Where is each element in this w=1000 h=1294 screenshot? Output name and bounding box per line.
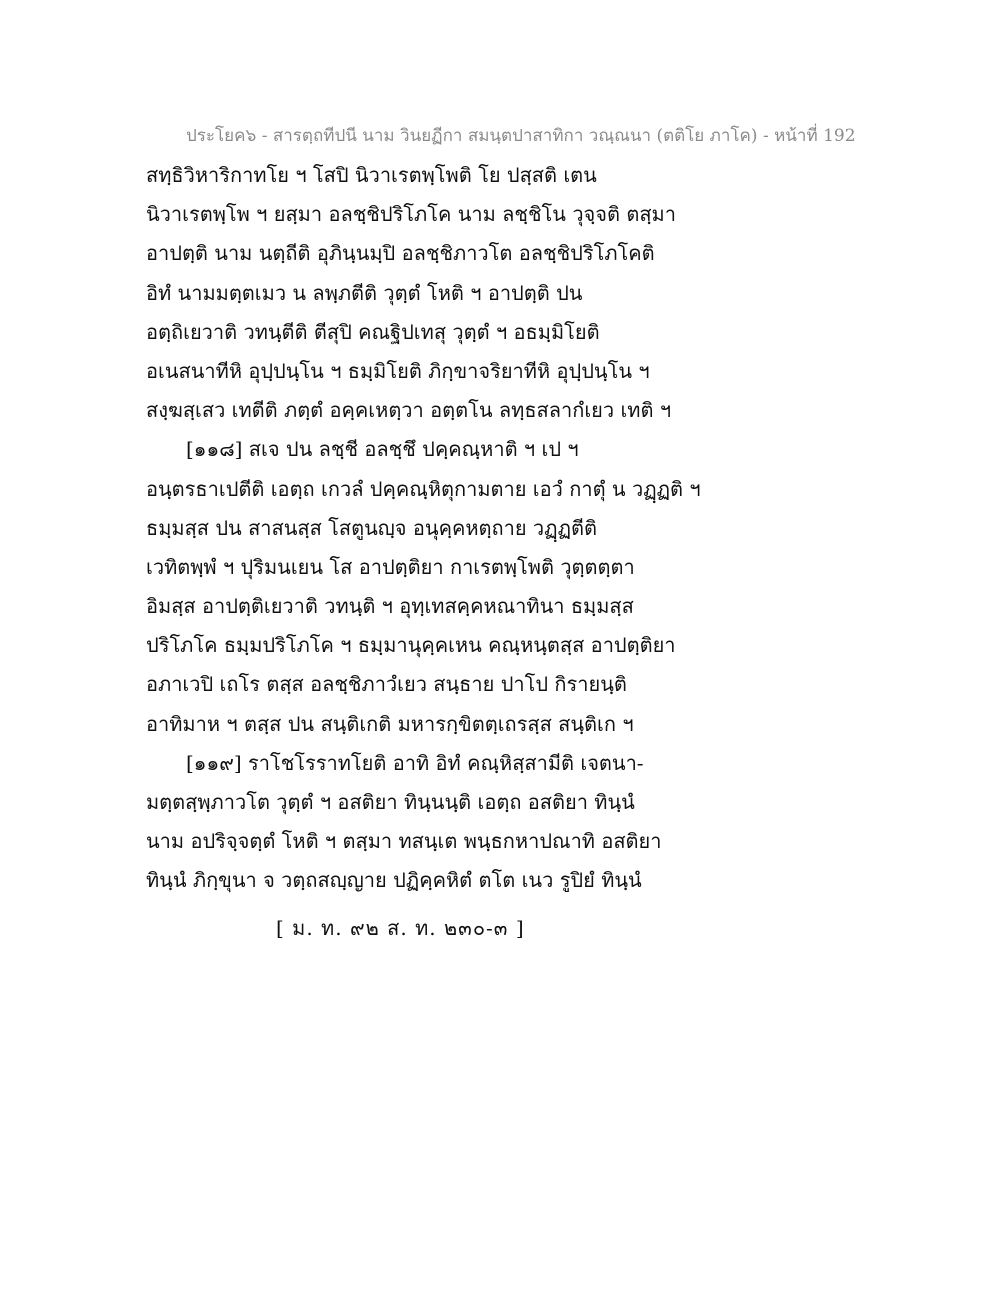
paragraph-start-line: [๑๑๘] สเจ ปน ลชฺชี อลชฺชึ ปคฺคณฺหาติ ฯ เป ฯ: [186, 437, 579, 462]
text-line: อาทิมาห ฯ ตสฺส ปน สนฺติเกติ มหารกฺขิตตฺเถรสฺส สนฺติเก ฯ: [146, 711, 634, 736]
text-line: ธมฺมสฺส ปน สาสนสฺส โสตูนญฺจ อนุคฺคหตฺถาย วฏฺฏตีติ: [146, 515, 597, 540]
text-line: ปริโภโค ธมฺมปริโภโค ฯ ธมฺมานุคฺคเหน คณฺหนฺตสฺส อาปตฺติยา: [146, 633, 676, 658]
text-line: นิวาเรตพฺโพ ฯ ยสฺมา อลชฺชิปริโภโค นาม ลชฺชิโน วุจฺจติ ตสฺมา: [146, 202, 676, 227]
text-line: มตฺตสฺพฺภาวโต วุตฺตํ ฯ อสติยา ทินฺนนฺติ เอตฺถ อสติยา ทินฺนํ: [146, 790, 635, 814]
text-line: ทินฺนํ ภิกฺขุนา จ วตฺถสญฺญาย ปฏิคฺคหิตํ ตโต เนว รูปิยํ ทินฺนํ: [146, 868, 642, 893]
text-line: นาม อปริจฺจตฺตํ โหติ ฯ ตสฺมา ทสนฺเต พนฺธกหาปณาทิ อสติยา: [146, 829, 662, 854]
paragraph-start-line: [๑๑๙] ราโชโรราทโยติ อาทิ อิทํ คณฺหิสฺสามีติ เจตนา-: [186, 750, 644, 775]
text-line: อาปตฺติ นาม นตฺถีติ อุภินฺนมฺปิ อลชฺชิภาวโต อลชฺชิปริโภโคติ: [146, 241, 655, 266]
text-line: สทฺธิวิหาริกาทโย ฯ โสปิ นิวาเรตพฺโพติ โย ปสฺสติ เตน: [146, 163, 597, 187]
text-line: สงฺฆสฺเสว เทตีติ ภตฺตํ อคฺคเหตฺวา อตฺตโน ลทฺธสลากํเยว เทติ ฯ: [146, 398, 672, 423]
page-header: ประโยค๖ - สารตฺถทีปนี นาม วินยฏีกา สมนฺตปาสาทิกา วณฺณนา (ตติโย ภาโค) - หน้าที่ 192: [186, 126, 856, 146]
text-line: อเนสนาทีหิ อุปฺปนฺโน ฯ ธมฺมิโยติ ภิกฺขาจริยาทีหิ อุปฺปนฺโน ฯ: [146, 358, 650, 383]
text-line: อตฺถิเยวาติ วทนฺตีติ ตีสุปิ คณฐิปเทสุ วุตฺตํ ฯ อธมฺมิโยติ: [146, 319, 600, 344]
text-line: อภาเวปิ เถโร ตสฺส อลชฺชิภาวํเยว สนฺธาย ปาโป กิรายนฺติ: [146, 672, 627, 697]
text-line: อนฺตรธาเปตีติ เอตฺถ เกวลํ ปคฺคณฺหิตุกามตาย เอวํ กาตุํ น วฏฺฏติ ฯ: [146, 476, 701, 501]
footnote-reference: [ ม. ท. ๙๒ ส. ท. ๒๓๐-๓ ]: [276, 916, 525, 940]
text-line: อิมสฺส อาปตฺติเยวาติ วทนฺติ ฯ อุทฺเทสคฺคหณาทินา ธมฺมสฺส: [146, 594, 634, 619]
text-line: อิทํ นามมตฺตเมว น ลพฺภตีติ วุตฺตํ โหติ ฯ อาปตฺติ ปน: [146, 280, 583, 305]
text-line: เวทิตพฺพํ ฯ ปุริมนเยน โส อาปตฺติยา กาเรตพฺโพติ วุตฺตตฺตา: [146, 554, 635, 579]
body-text: [146, 156, 706, 901]
